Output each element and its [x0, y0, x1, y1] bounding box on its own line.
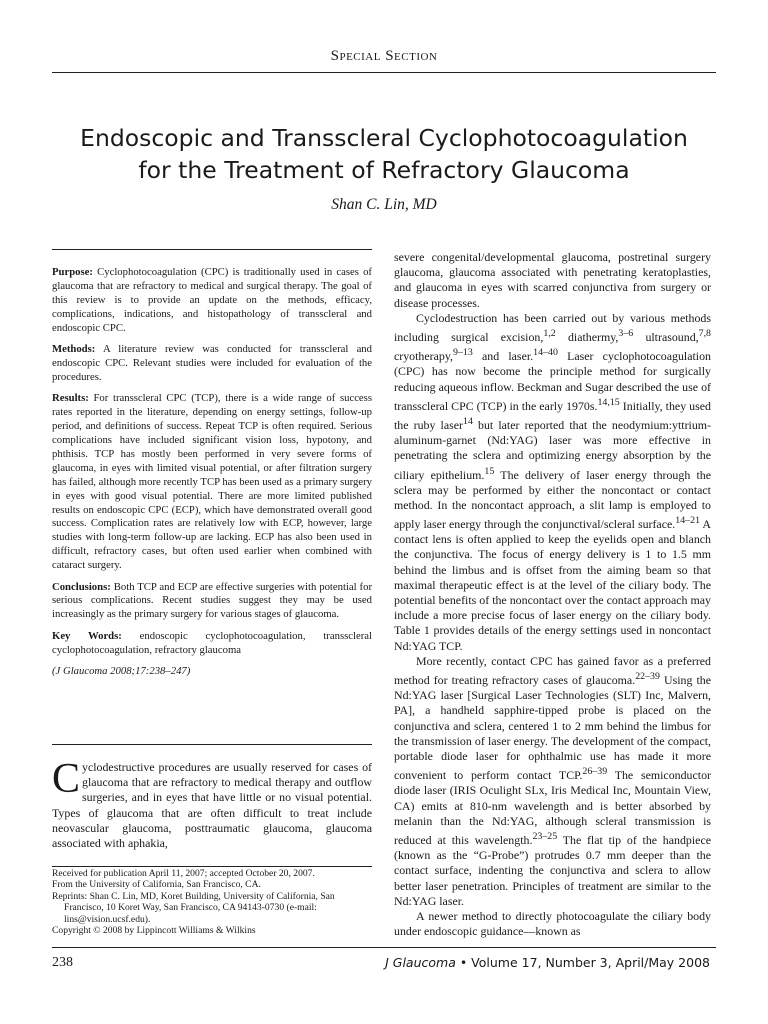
abstract-citation: (J Glaucoma 2008;17:238–247) [52, 665, 191, 678]
drop-cap: C [52, 756, 81, 802]
abstract-results: Results: For transscleral CPC (TCP), there is a wide range of success rates reported in the literature, depending on energy settings, follow-up period, and definitions of success. Repeat TCP is often required. Serious complications have included significant vision loss, hypotony, and phthisis. TCP has mostly been performed in very severe forms of glaucoma, in eyes with limited visual potential, or after filtration surgery has failed, although more recently TCP has been used as a primary surgery in eyes with good visual potential. There are more limited published results on endoscopic CPC (ECP), which have demonstrated overall good success. Complication rates are relatively low with ECP, however, large studies with long-term follow-up are lacking. ECP has also been used in difficult, refractory cases, but often used earlier when combined with cataract surgery. [52, 392, 372, 572]
abstract-methods: Methods: A literature review was conducted for transscleral and endoscopic CPC. Relevant studies were included for evaluation of the procedures. [52, 343, 372, 383]
right-column-text [394, 250, 711, 939]
abstract-top-rule [52, 249, 372, 250]
abstract-purpose: Purpose: Cyclophotocoagulation (CPC) is traditionally used in cases of glaucoma that are refractory to medical and surgical therapy. The goal of this review is to provide an update on the methods, efficacy, complications, indications, and histopathology of transscleral and endoscopic CPC. [52, 266, 372, 334]
footnote-affiliation: From the University of California, San Francisco, CA. [52, 879, 261, 891]
paragraph-1: severe congenital/developmental glaucoma, postretinal surgery glaucoma, glaucoma associated with penetrating keratoplasties, and glaucoma in eyes with scarred conjunctiva from surgery or disease processes. [394, 250, 711, 310]
paragraph-2: Cyclodestruction has been carried out by various methods including surgical excision,$^{1,2}$ diathermy,$^{3-6}$ ultrasound,$^{7,8}$ cryotherapy,$^{9-13}$ and laser.$^{14-40}$ Laser cyclophotocoagulation (CPC) has now become the principle method for surgically reducing aqueous inflow. Beckman and Sugar described the use of transscleral CPC (TCP) in the early 1970s.$^{14,15}$ Initially, they used the ruby laser$^{14}$ but later reported that the neodymium:yttrium-aluminum-garnet (Nd:YAG) laser was more effective in penetrating the sclera and optimizing energy absorption by the ciliary epithelium.$^{15}$ The delivery of laser energy through the sclera may be performed by either the noncontact or contact method. In the noncontact approach, a slit lamp is employed to apply laser energy through the conjunctival/scleral surface.$^{14-21}$ A contact lens is often applied to keep the eyelids open and blanch the conjunctiva. The focus of energy delivery is 1 to 1.5 mm behind the limbus and is offset from the aiming beam so that maximal therapeutic effect is at the level of the ciliary body. The potential benefits of the noncontact over the contact approach may include a more precise focus of laser energy on the ciliary body. Table 1 provides details of the energy settings used in noncontact Nd:YAG TCP. [394, 310, 712, 653]
footnotes [52, 868, 372, 936]
article-title [40, 122, 728, 186]
abstract-bottom-rule [52, 744, 372, 745]
section-label: Special Section [330, 48, 438, 64]
paragraph-4: A newer method to directly photocoagulate the ciliary body under endoscopic guidance—known as [394, 909, 711, 939]
intro-paragraph: Cyclodestructive procedures are usually reserved for cases of glaucoma that are refractory to medical therapy and outflow surgeries, and in eyes that have little or no visual potential. Types of glaucoma that are often difficult to treat include neovascular glaucoma, posttraumatic glaucoma, glaucoma associated with aphakia, [52, 756, 372, 851]
abstract-keywords: Key Words: endoscopic cyclophotocoagulation, transscleral cyclophotocoagulation, refractory glaucoma [52, 629, 373, 656]
page-number: 238 [52, 955, 73, 970]
footnote-received: Received for publication April 11, 2007; accepted October 20, 2007. [52, 868, 315, 879]
abstract [52, 266, 372, 686]
author-name: Shan C. Lin, MD [331, 196, 437, 213]
header-rule [52, 72, 716, 73]
journal-citation: J Glaucoma • Volume 17, Number 3, April/May 2008 [385, 955, 710, 970]
title-line-1: Endoscopic and Transscleral Cyclophotocoagulation [80, 124, 688, 152]
footnote-copyright: Copyright © 2008 by Lippincott Williams & Wilkins [52, 925, 256, 937]
footer-rule [52, 947, 716, 948]
title-line-2: for the Treatment of Refractory Glaucoma [138, 156, 630, 184]
abstract-conclusions: Conclusions: Both TCP and ECP are effective surgeries with potential for serious complications. Recent studies suggest they may be used increasingly as the primary surgery for various stages of glaucoma. [52, 580, 373, 621]
paragraph-3: More recently, contact CPC has gained favor as a preferred method for treating refractory cases of glaucoma.$^{22-39}$ Using the Nd:YAG laser [Surgical Laser Technologies (SLT) Inc, Malvern, PA], a handheld sapphire-tipped probe is placed on the conjunctiva and sclera, centered 1 to 2 mm behind the limbus for the transmission of laser energy. The development of the compact, portable diode laser for ophthalmic use has made it more convenient to perform contact TCP.$^{26-39}$ The semiconductor diode laser (IRIS Oculight SLx, Iris Medical Inc, Mountain View, CA) emits at 810-nm wavelength and is better absorbed by melanin than the Nd:YAG, although scleral transmission is reduced at this wavelength.$^{23-25}$ The flat tip of the handpiece (known as the “G-Probe”) protrudes 0.7 mm deeper than the contact surface, indenting the conjunctiva and sclera to allow better laser penetration. Principles of treatment are similar to the Nd:YAG laser. [394, 653, 712, 908]
footnote-rule [52, 866, 372, 867]
footnote-reprints: Reprints: Shan C. Lin, MD, Koret Building, University of California, San Francisco, 10 Koret Way, San Francisco, CA 94143-0730 (e-mail: lins@vision.ucsf.edu). [52, 890, 335, 925]
